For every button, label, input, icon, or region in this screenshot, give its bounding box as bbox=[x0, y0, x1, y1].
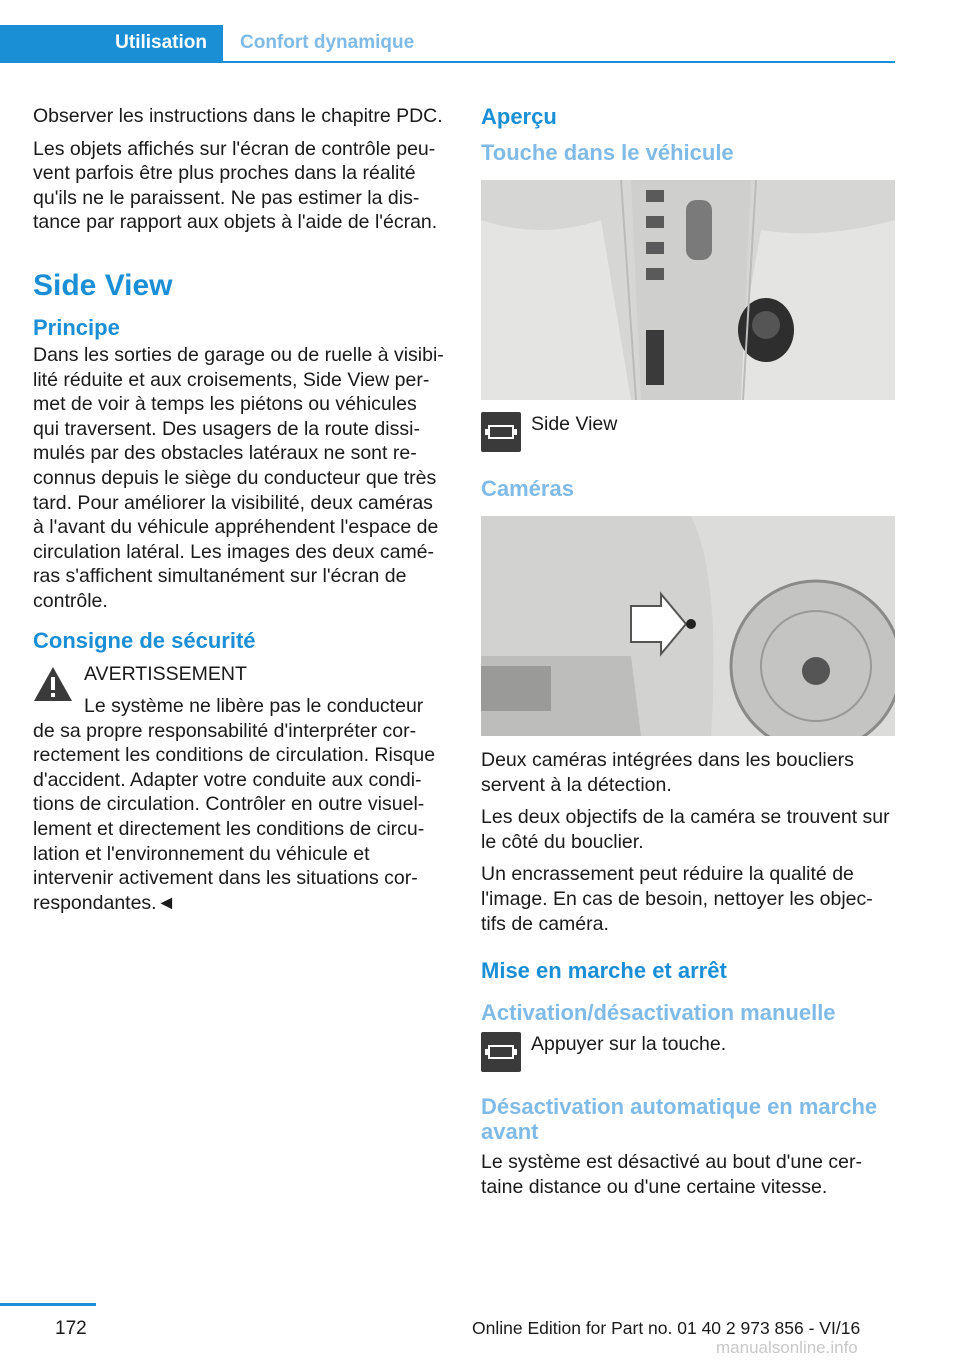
paragraph-cameras-3: Un encrassement peut réduire la qualité de l'image. En cas de besoin, nettoyer les objec-tifs de caméra. bbox=[481, 863, 873, 935]
watermark: manualsonline.info bbox=[716, 1338, 858, 1357]
page-number: 172 bbox=[55, 1318, 87, 1339]
paragraph-principe: Dans les sorties de garage ou de ruelle à visibi-lité réduite et aux croisements, Side View per-met de voir à temps les piétons ou véhicules qui traversent. Des usagers de la route dissi-mulés par des obstacles latéraux ne sont re-connus depuis le siège du conducteur que très tard. Pour améliorer la visibilité, deux caméras à l'avant du véhicule appréhendent l'espace de circulation latéral. Les images des deux camé-ras s'affichent simultanément sur l'écran de contrôle. bbox=[33, 343, 444, 612]
warning-text-first-line: Le système ne libère pas le conducteur bbox=[84, 695, 424, 718]
side-view-button-label: Side View bbox=[531, 413, 618, 435]
subtitle-activation-manuelle: Activation/désactivation manuelle bbox=[481, 1000, 836, 1026]
subtitle-touche-vehicule: Touche dans le véhicule bbox=[481, 140, 734, 165]
press-button-label: Appuyer sur la touche. bbox=[531, 1033, 727, 1056]
camera-view-icon bbox=[481, 412, 521, 452]
warning-block bbox=[33, 662, 447, 916]
warning-label: AVERTISSEMENT bbox=[84, 662, 247, 685]
warning-text: de sa propre responsabilité d'interpréter cor-rectement les conditions de circulation. Risque d'accident. Adapter votre conduite aux condi-tions de circulation. Contrôler en outre visuel-lement et directement les conditions de circu-lation et l'environnement du véhicule et intervenir activement dans les situations cor-respondantes.◄ bbox=[33, 719, 436, 914]
subtitle-desactivation-auto: Désactivation automatique en marche avant bbox=[481, 1094, 878, 1145]
tab-confort-dynamique[interactable]: Confort dynamique bbox=[240, 32, 415, 53]
online-edition-note: Online Edition for Part no. 01 40 2 973 856 - VI/16 bbox=[472, 1318, 861, 1338]
paragraph-desactivation-auto: Le système est désactivé au bout d'une cer-taine distance ou d'une certaine vitesse. bbox=[481, 1151, 862, 1198]
subtitle-mise-en-marche: Mise en marche et arrêt bbox=[481, 958, 727, 984]
subtitle-principe: Principe bbox=[33, 314, 120, 340]
image-center-console bbox=[481, 180, 895, 400]
paragraph-screen-objects: Les objets affichés sur l'écran de contrôle peu-vent parfois être plus proches dans la réalité qu'ils ne le paraissent. Ne pas estimer la dis-tance par rapport aux objets à l'aide de l'écran. bbox=[33, 137, 438, 234]
paragraph-cameras-1: Deux caméras intégrées dans les boucliers servent à la détection. bbox=[481, 749, 854, 796]
bumper-camera-illustration bbox=[481, 516, 895, 736]
camera-view-icon bbox=[481, 1032, 521, 1072]
center-console-illustration bbox=[481, 180, 895, 400]
header-bar bbox=[0, 25, 895, 63]
subtitle-cameras: Caméras bbox=[481, 476, 574, 501]
image-camera-bumper bbox=[481, 516, 895, 736]
paragraph-pdc: Observer les instructions dans le chapitre PDC. bbox=[33, 105, 443, 127]
footer-accent-line bbox=[0, 1303, 96, 1306]
right-column bbox=[481, 104, 895, 1207]
press-button-row bbox=[481, 1032, 895, 1072]
subtitle-apercu: Aperçu bbox=[481, 104, 557, 129]
subtitle-consigne-securite: Consigne de sécurité bbox=[33, 627, 256, 653]
side-view-button-icon[interactable] bbox=[481, 412, 521, 452]
warning-triangle-icon bbox=[33, 666, 73, 702]
side-view-button-icon-2[interactable] bbox=[481, 1032, 521, 1072]
paragraph-cameras-2: Les deux objectifs de la caméra se trouvent sur le côté du bouclier. bbox=[481, 806, 890, 853]
section-title-side-view: Side View bbox=[33, 268, 173, 302]
left-column bbox=[33, 104, 447, 915]
side-view-button-row bbox=[481, 412, 895, 452]
tab-utilisation[interactable]: Utilisation bbox=[0, 25, 223, 61]
